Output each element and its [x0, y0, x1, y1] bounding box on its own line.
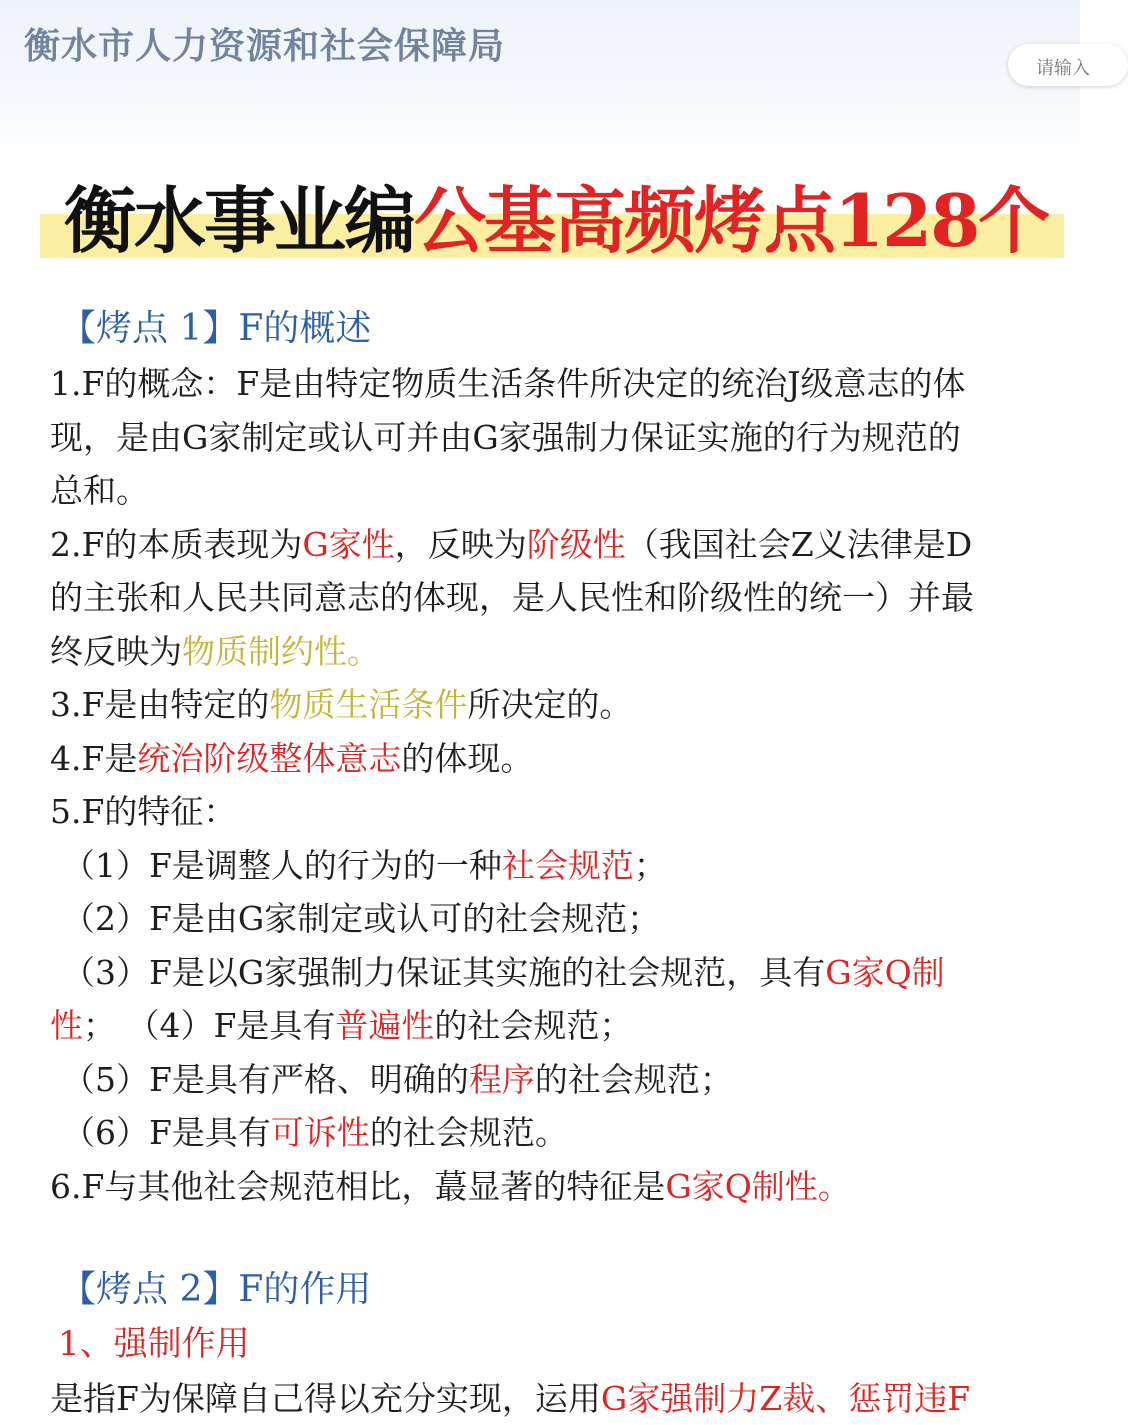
text-span: 的社会规范； — [434, 1006, 632, 1045]
article-content — [50, 302, 1060, 1425]
text-span: ，反映为 — [395, 525, 527, 564]
title-part-black: 衡水事业编 — [64, 178, 414, 263]
feature-6 — [50, 1106, 1060, 1160]
s1-line-4 — [50, 518, 1060, 572]
red-emphasis: 社会规范 — [502, 846, 634, 885]
title-part-red: 公基高频烤点128个 — [414, 178, 1048, 263]
section-gap — [50, 1213, 1060, 1263]
red-emphasis: 性 — [50, 1006, 83, 1045]
bureau-name: 衡水市人力资源和社会保障局 — [24, 18, 505, 69]
s2-line-1 — [50, 1372, 1060, 1425]
top-banner — [0, 0, 1080, 160]
text-span: （3）F是以G家强制力保证其实施的社会规范，具有 — [62, 953, 825, 992]
red-emphasis: G家强制力Z裁、惩罚违F — [601, 1379, 970, 1418]
red-emphasis: 程序 — [469, 1060, 535, 1099]
red-emphasis: 普遍性 — [335, 1006, 434, 1045]
s1-line-3: 总和。 — [50, 464, 1060, 518]
text-span: ； （4）F是具有 — [83, 1006, 335, 1045]
feature-1 — [50, 839, 1060, 893]
olive-emphasis: 物质生活条件 — [269, 685, 467, 724]
s1-line-10 — [50, 1160, 1060, 1214]
section2-subheading: 1、强制作用 — [58, 1318, 1060, 1372]
text-span: （5）F是具有严格、明确的 — [62, 1060, 469, 1099]
text-span: 所决定的。 — [467, 685, 632, 724]
s1-line-5: 的主张和人民共同意志的体现，是人民性和阶级性的统一）并最 — [50, 571, 1060, 625]
text-span: 3.F是由特定的 — [50, 685, 269, 724]
red-emphasis: G家性 — [302, 525, 394, 564]
feature-5 — [50, 1053, 1060, 1107]
text-span: 4.F是 — [50, 739, 137, 778]
text-span: 的社会规范。 — [370, 1113, 568, 1152]
red-emphasis: 阶级性 — [527, 525, 626, 564]
section2-heading: 【烤点 2】F的作用 — [60, 1263, 1060, 1318]
text-span: 的社会规范； — [535, 1060, 733, 1099]
feature-2: （2）F是由G家制定或认可的社会规范； — [50, 892, 1060, 946]
red-emphasis: G家Q制 — [825, 953, 944, 992]
main-title — [64, 176, 1048, 266]
s1-line-7 — [50, 678, 1060, 732]
search-placeholder: 请输入 — [1036, 54, 1090, 80]
text-span: （我国社会Z义法律是D — [626, 525, 972, 564]
s1-line-1: 1.F的概念：F是由特定物质生活条件所决定的统治J级意志的体 — [50, 357, 1060, 411]
s1-line-9: 5.F的特征： — [50, 785, 1060, 839]
text-span: 6.F与其他社会规范相比，蕞显著的特征是 — [50, 1167, 665, 1206]
text-span: （6）F是具有 — [62, 1113, 271, 1152]
red-emphasis: G家Q制性。 — [665, 1167, 850, 1206]
s1-line-6 — [50, 625, 1060, 679]
feature-3 — [50, 946, 1060, 1000]
s1-line-8 — [50, 732, 1060, 786]
search-box[interactable] — [1008, 44, 1128, 86]
text-span: 的体现。 — [401, 739, 533, 778]
s1-line-2: 现，是由G家制定或认可并由G家强制力保证实施的行为规范的 — [50, 411, 1060, 465]
text-span: 终反映为 — [50, 632, 182, 671]
text-span: （1）F是调整人的行为的一种 — [62, 846, 502, 885]
text-span: 2.F的本质表现为 — [50, 525, 302, 564]
red-emphasis: 统治阶级整体意志 — [137, 739, 401, 778]
feature-3-4 — [50, 999, 1060, 1053]
red-emphasis: 可诉性 — [271, 1113, 370, 1152]
text-span: 是指F为保障自己得以充分实现，运用 — [50, 1379, 601, 1418]
text-span: ； — [634, 846, 667, 885]
section1-heading: 【烤点 1】F的概述 — [60, 302, 1060, 357]
olive-emphasis: 物质制约性。 — [182, 632, 380, 671]
